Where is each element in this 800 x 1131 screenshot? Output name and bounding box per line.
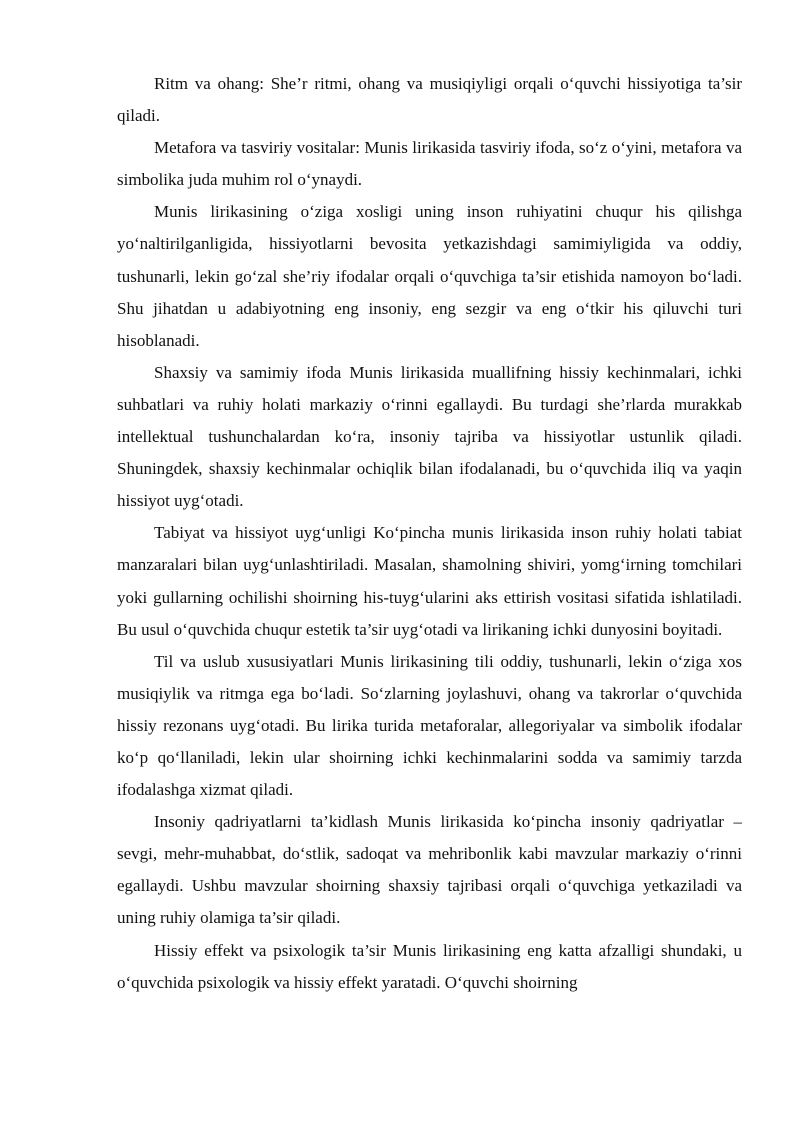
document-page [117, 68, 742, 999]
paragraph-metaphor-and-imagery: Metafora va tasviriy vositalar: Munis lirikasida tasviriy ifoda, so‘z o‘yini, metafora va simbolika juda muhim rol o‘ynaydi. [117, 138, 742, 190]
paragraph-rhythm-and-tone: Ritm va ohang: She’r ritmi, ohang va musiqiyligi orqali o‘quvchi hissiyotiga ta’sir qiladi. [117, 74, 742, 126]
paragraph-human-values: Insoniy qadriyatlarni ta’kidlash Munis lirikasida ko‘pincha insoniy qadriyatlar – sevgi, mehr-muhabbat, do‘stlik, sadoqat va mehribonlik kabi mavzular markaziy o‘rinni egallaydi. Ushbu mavzular shoirning shaxsiy tajribasi orqali o‘quvchiga yetkaziladi va uning ruhiy olamiga ta’sir qiladi. [117, 812, 742, 928]
paragraph-personal-expression: Shaxsiy va samimiy ifoda Munis lirikasida muallifning hissiy kechinmalari, ichki suhbatlari va ruhiy holati markaziy o‘rinni egallaydi. Bu turdagi she’rlarda murakkab intellektual tushunchalardan ko‘ra, insoniy tajriba va hissiyotlar ustunlik qiladi. Shuningdek, shaxsiy kechinmalar ochiqlik bilan ifodalanadi, bu o‘quvchida iliq va yaqin hissiyot uyg‘otadi. [117, 362, 742, 511]
paragraph-uniqueness: Munis lirikasining o‘ziga xosligi uning inson ruhiyatini chuqur his qilishga yo‘naltirilganligida, hissiyotlarni bevosita yetkazishdagi samimiyligida va oddiy, tushunarli, lekin go‘zal she’riy ifodalar orqali o‘quvchiga ta’sir etishida namoyon bo‘ladi. Shu jihatdan u adabiyotning eng insoniy, eng sezgir va eng o‘tkir his qiluvchi turi hisoblanadi. [117, 202, 742, 350]
paragraph-language-and-style: Til va uslub xususiyatlari Munis lirikasining tili oddiy, tushunarli, lekin o‘ziga xos musiqiylik va ritmga ega bo‘ladi. So‘zlarning joylashuvi, ohang va takrorlar o‘quvchida hissiy rezonans uyg‘otadi. Bu lirika turida metaforalar, allegoriyalar va simbolik ifodalar ko‘p qo‘llaniladi, lekin ular shoirning ichki kechinmalarini sodda va samimiy tarzda ifodalashga xizmat qiladi. [117, 651, 742, 800]
paragraph-nature-and-emotion: Tabiyat va hissiyot uyg‘unligi Ko‘pincha munis lirikasida inson ruhiy holati tabiat manzaralari bilan uyg‘unlashtiriladi. Masalan, shamolning shiviri, yomg‘irning tomchilari yoki gullarning ochilishi shoirning his-tuyg‘ularini aks ettirish vositasi sifatida ishlatiladi. Bu usul o‘quvchida chuqur estetik ta’sir uyg‘otadi va lirikaning ichki dunyosini boyitadi. [117, 523, 742, 639]
paragraph-emotional-effect: Hissiy effekt va psixologik ta’sir Munis lirikasining eng katta afzalligi shundaki, u o‘quvchida psixologik va hissiy effekt yaratadi. O‘quvchi shoirning [117, 940, 742, 992]
